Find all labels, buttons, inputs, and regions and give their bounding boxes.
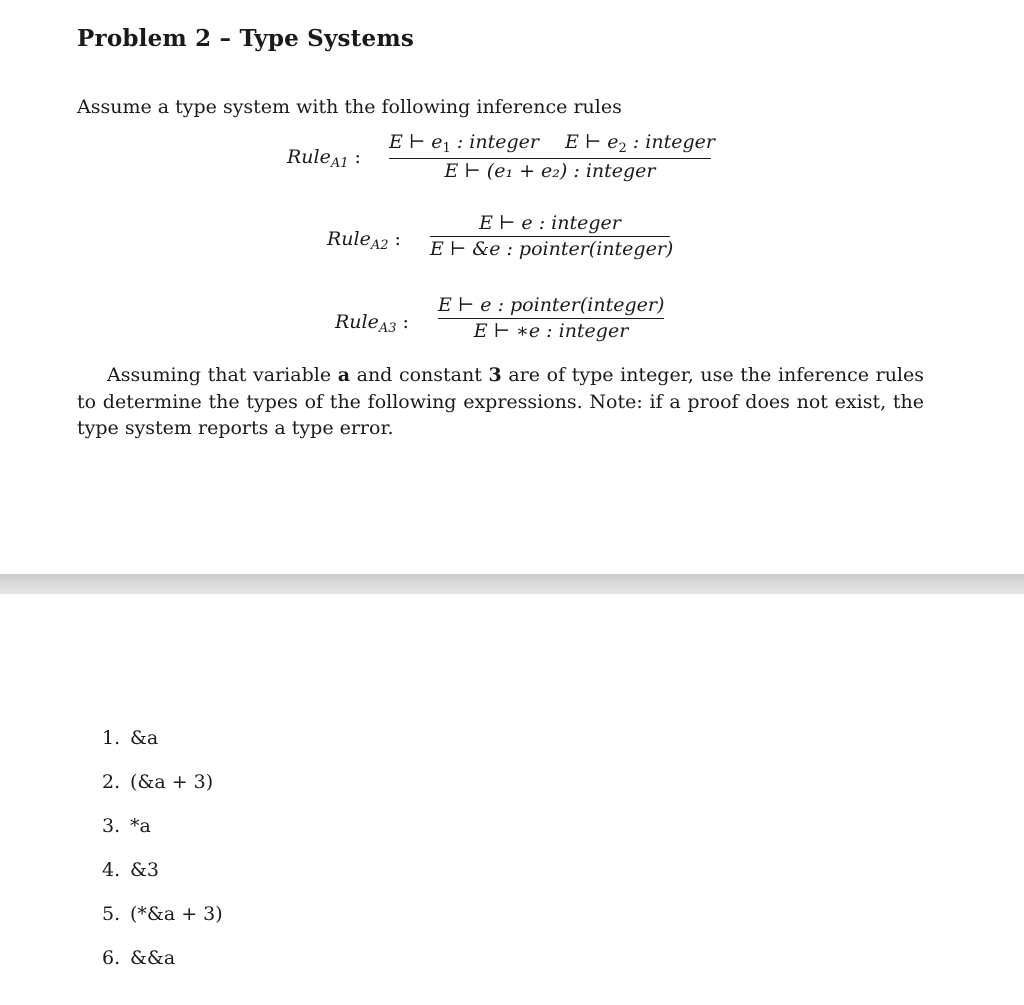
- list-item: [102, 812, 223, 856]
- rule-a3-subscript: A3: [378, 321, 397, 336]
- expression: (*&a + 3): [130, 903, 223, 925]
- expression-list: [102, 724, 223, 988]
- item-number: 5.: [102, 903, 121, 925]
- constant-3: 3: [488, 364, 502, 386]
- rule-a1-subscript: A1: [330, 156, 349, 171]
- rule-a1-fraction: [389, 131, 715, 182]
- instructions-part2: and constant: [350, 364, 489, 386]
- rule-a3-name: Rule: [335, 311, 379, 333]
- item-number: 1.: [102, 727, 121, 749]
- instructions-part3: are of type integer, use the inference rules to determine the types of the following expressions. Note: if a proof does not exist, the type system reports a type error.: [77, 364, 925, 439]
- intro-text: Assume a type system with the following inference rules: [77, 96, 622, 118]
- expression: (&a + 3): [130, 771, 214, 793]
- item-number: 4.: [102, 859, 121, 881]
- rule-a3-premise: E ⊢ e : pointer(integer): [438, 294, 665, 316]
- problem-heading: Problem 2 – Type Systems: [77, 25, 415, 52]
- rule-a2-premise: E ⊢ e : integer: [479, 212, 621, 234]
- rule-a1-premise-left-type: : integer: [450, 131, 539, 153]
- list-item: [102, 768, 223, 812]
- rule-a2-colon: :: [394, 228, 401, 250]
- list-item: [102, 856, 223, 900]
- rule-a2-subscript: A2: [370, 238, 389, 253]
- expression: &&a: [130, 947, 176, 969]
- instructions-paragraph: [77, 362, 924, 442]
- expression: *a: [130, 815, 151, 837]
- expression: &3: [130, 859, 160, 881]
- rule-a2-fraction: [430, 212, 674, 260]
- rule-a1-premise-left-sub: 1: [442, 141, 451, 156]
- list-item: [102, 724, 223, 768]
- rule-a3-colon: :: [402, 311, 409, 333]
- rule-a1-conclusion: E ⊢ (e₁ + e₂) : integer: [444, 160, 656, 182]
- list-item: [102, 900, 223, 944]
- item-number: 3.: [102, 815, 121, 837]
- rule-a2-conclusion: E ⊢ &e : pointer(integer): [430, 238, 674, 260]
- rule-a1-name: Rule: [287, 146, 331, 168]
- rule-a3-conclusion: E ⊢ ∗e : integer: [473, 320, 629, 342]
- item-number: 6.: [102, 947, 121, 969]
- page-separator: [0, 574, 1024, 594]
- expression: &a: [130, 727, 159, 749]
- rule-a2-label: [327, 228, 401, 253]
- rule-a3-fraction: [438, 294, 664, 342]
- item-number: 2.: [102, 771, 121, 793]
- rule-a1-label: [287, 146, 361, 171]
- rule-a2-name: Rule: [327, 228, 371, 250]
- rule-a1-premise-right-sub: 2: [618, 141, 627, 156]
- list-item: [102, 944, 223, 988]
- rule-a1-premise-right-type: : integer: [626, 131, 715, 153]
- variable-a: a: [337, 364, 350, 386]
- rule-a1-premises: [389, 131, 715, 158]
- rule-a1-premise-left: E ⊢ e: [389, 131, 443, 153]
- rule-a1-colon: :: [354, 146, 361, 168]
- rule-a3-label: [335, 311, 409, 336]
- rule-a1-premise-right: E ⊢ e: [564, 131, 619, 153]
- instructions-part1: Assuming that variable: [107, 364, 338, 386]
